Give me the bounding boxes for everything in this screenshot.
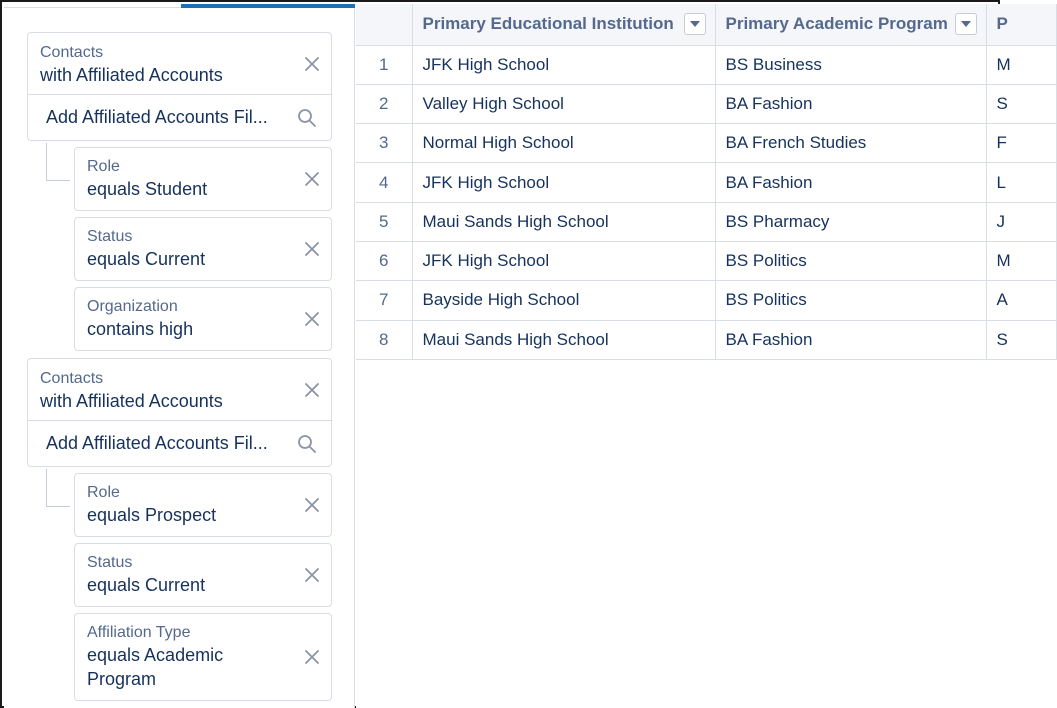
results-grid xyxy=(356,4,1011,708)
filter-condition-affiliation-type[interactable] xyxy=(74,613,332,701)
table-row[interactable] xyxy=(356,281,1056,320)
cell-program[interactable]: BS Pharmacy xyxy=(715,202,986,241)
remove-condition-icon[interactable] xyxy=(303,170,321,188)
filter-group-title: Contacts xyxy=(40,370,104,387)
cell-program[interactable]: BS Politics xyxy=(715,241,986,280)
filter-panel xyxy=(4,4,355,708)
filter-group-header[interactable] xyxy=(28,359,331,421)
condition-value: equals Academic xyxy=(87,645,224,665)
condition-field: Status xyxy=(87,228,133,245)
table-row[interactable] xyxy=(356,202,1056,241)
table-row[interactable] xyxy=(356,163,1056,202)
add-affiliated-accounts-filter-input[interactable] xyxy=(28,421,331,466)
table-row[interactable] xyxy=(356,45,1056,84)
search-icon[interactable] xyxy=(297,434,317,454)
condition-field: Role xyxy=(87,484,120,501)
condition-value: equals Student xyxy=(87,179,208,199)
cell-institution[interactable]: Bayside High School xyxy=(412,281,715,320)
cell-institution[interactable]: Maui Sands High School xyxy=(412,202,715,241)
row-number: 2 xyxy=(356,84,412,123)
cell-truncated[interactable]: M xyxy=(986,45,1056,84)
column-header-primary-educational-institution[interactable] xyxy=(412,4,715,45)
results-table xyxy=(356,4,1057,360)
cell-truncated[interactable]: M xyxy=(986,241,1056,280)
cell-institution[interactable]: Maui Sands High School xyxy=(412,320,715,359)
filter-group-subtitle: with Affiliated Accounts xyxy=(40,65,223,85)
add-filter-placeholder: Add Affiliated Accounts Fil... xyxy=(46,433,268,453)
cell-truncated[interactable]: J xyxy=(986,202,1056,241)
cell-institution[interactable]: Valley High School xyxy=(412,84,715,123)
cell-truncated[interactable]: F xyxy=(986,124,1056,163)
search-icon[interactable] xyxy=(297,108,317,128)
cell-institution[interactable]: JFK High School xyxy=(412,163,715,202)
cell-program[interactable]: BS Politics xyxy=(715,281,986,320)
filter-condition-role[interactable] xyxy=(74,473,332,537)
condition-field: Role xyxy=(87,158,120,175)
cell-truncated[interactable]: S xyxy=(986,84,1056,123)
column-header-label: Primary Academic Program xyxy=(725,14,948,34)
filter-group-subtitle: with Affiliated Accounts xyxy=(40,391,223,411)
column-header-truncated[interactable] xyxy=(986,4,1056,45)
add-affiliated-accounts-filter-input[interactable] xyxy=(28,95,331,140)
table-row[interactable] xyxy=(356,241,1056,280)
remove-filter-group-icon[interactable] xyxy=(303,55,321,73)
condition-value: contains high xyxy=(87,319,194,339)
cell-program[interactable]: BS Business xyxy=(715,45,986,84)
filter-condition-organization[interactable] xyxy=(74,287,332,351)
column-menu-button[interactable] xyxy=(684,13,706,35)
row-number: 7 xyxy=(356,281,412,320)
condition-value: equals Prospect xyxy=(87,505,217,525)
filter-group-title: Contacts xyxy=(40,44,104,61)
remove-condition-icon[interactable] xyxy=(303,566,321,584)
cell-program[interactable]: BA French Studies xyxy=(715,124,986,163)
remove-filter-group-icon[interactable] xyxy=(303,381,321,399)
condition-value: equals Current xyxy=(87,575,206,595)
cell-program[interactable]: BA Fashion xyxy=(715,84,986,123)
filter-group-header[interactable] xyxy=(28,33,331,95)
column-header-primary-academic-program[interactable] xyxy=(715,4,986,45)
tree-connector xyxy=(46,469,70,507)
condition-field: Status xyxy=(87,554,133,571)
row-number: 6 xyxy=(356,241,412,280)
filter-group-2 xyxy=(27,358,332,467)
filter-condition-status[interactable] xyxy=(74,543,332,607)
column-header-label: Primary Educational Institution xyxy=(422,14,674,34)
cell-truncated[interactable]: A xyxy=(986,281,1056,320)
column-menu-button[interactable] xyxy=(955,13,977,35)
row-number: 1 xyxy=(356,45,412,84)
row-number-header xyxy=(356,4,412,45)
condition-value: Program xyxy=(87,669,157,689)
table-row[interactable] xyxy=(356,320,1056,359)
cell-institution[interactable]: JFK High School xyxy=(412,241,715,280)
cell-institution[interactable]: Normal High School xyxy=(412,124,715,163)
column-header-label: P xyxy=(996,14,1008,34)
filter-condition-role[interactable] xyxy=(74,147,332,211)
remove-condition-icon[interactable] xyxy=(303,240,321,258)
row-number: 3 xyxy=(356,124,412,163)
chevron-down-icon xyxy=(960,20,972,28)
remove-condition-icon[interactable] xyxy=(303,648,321,666)
chevron-down-icon xyxy=(689,20,701,28)
filter-condition-status[interactable] xyxy=(74,217,332,281)
tree-connector xyxy=(46,143,70,181)
active-tab-indicator xyxy=(181,4,355,8)
row-number: 4 xyxy=(356,163,412,202)
cell-truncated[interactable]: L xyxy=(986,163,1056,202)
condition-field: Affiliation Type xyxy=(87,624,191,641)
row-number: 5 xyxy=(356,202,412,241)
cell-program[interactable]: BA Fashion xyxy=(715,320,986,359)
cell-program[interactable]: BA Fashion xyxy=(715,163,986,202)
cell-truncated[interactable]: S xyxy=(986,320,1056,359)
remove-condition-icon[interactable] xyxy=(303,310,321,328)
filter-group-1 xyxy=(27,32,332,141)
add-filter-placeholder: Add Affiliated Accounts Fil... xyxy=(46,107,268,127)
table-row[interactable] xyxy=(356,124,1056,163)
remove-condition-icon[interactable] xyxy=(303,496,321,514)
condition-field: Organization xyxy=(87,298,178,315)
cell-institution[interactable]: JFK High School xyxy=(412,45,715,84)
table-row[interactable] xyxy=(356,84,1056,123)
condition-value: equals Current xyxy=(87,249,206,269)
row-number: 8 xyxy=(356,320,412,359)
table-header-row xyxy=(356,4,1056,45)
